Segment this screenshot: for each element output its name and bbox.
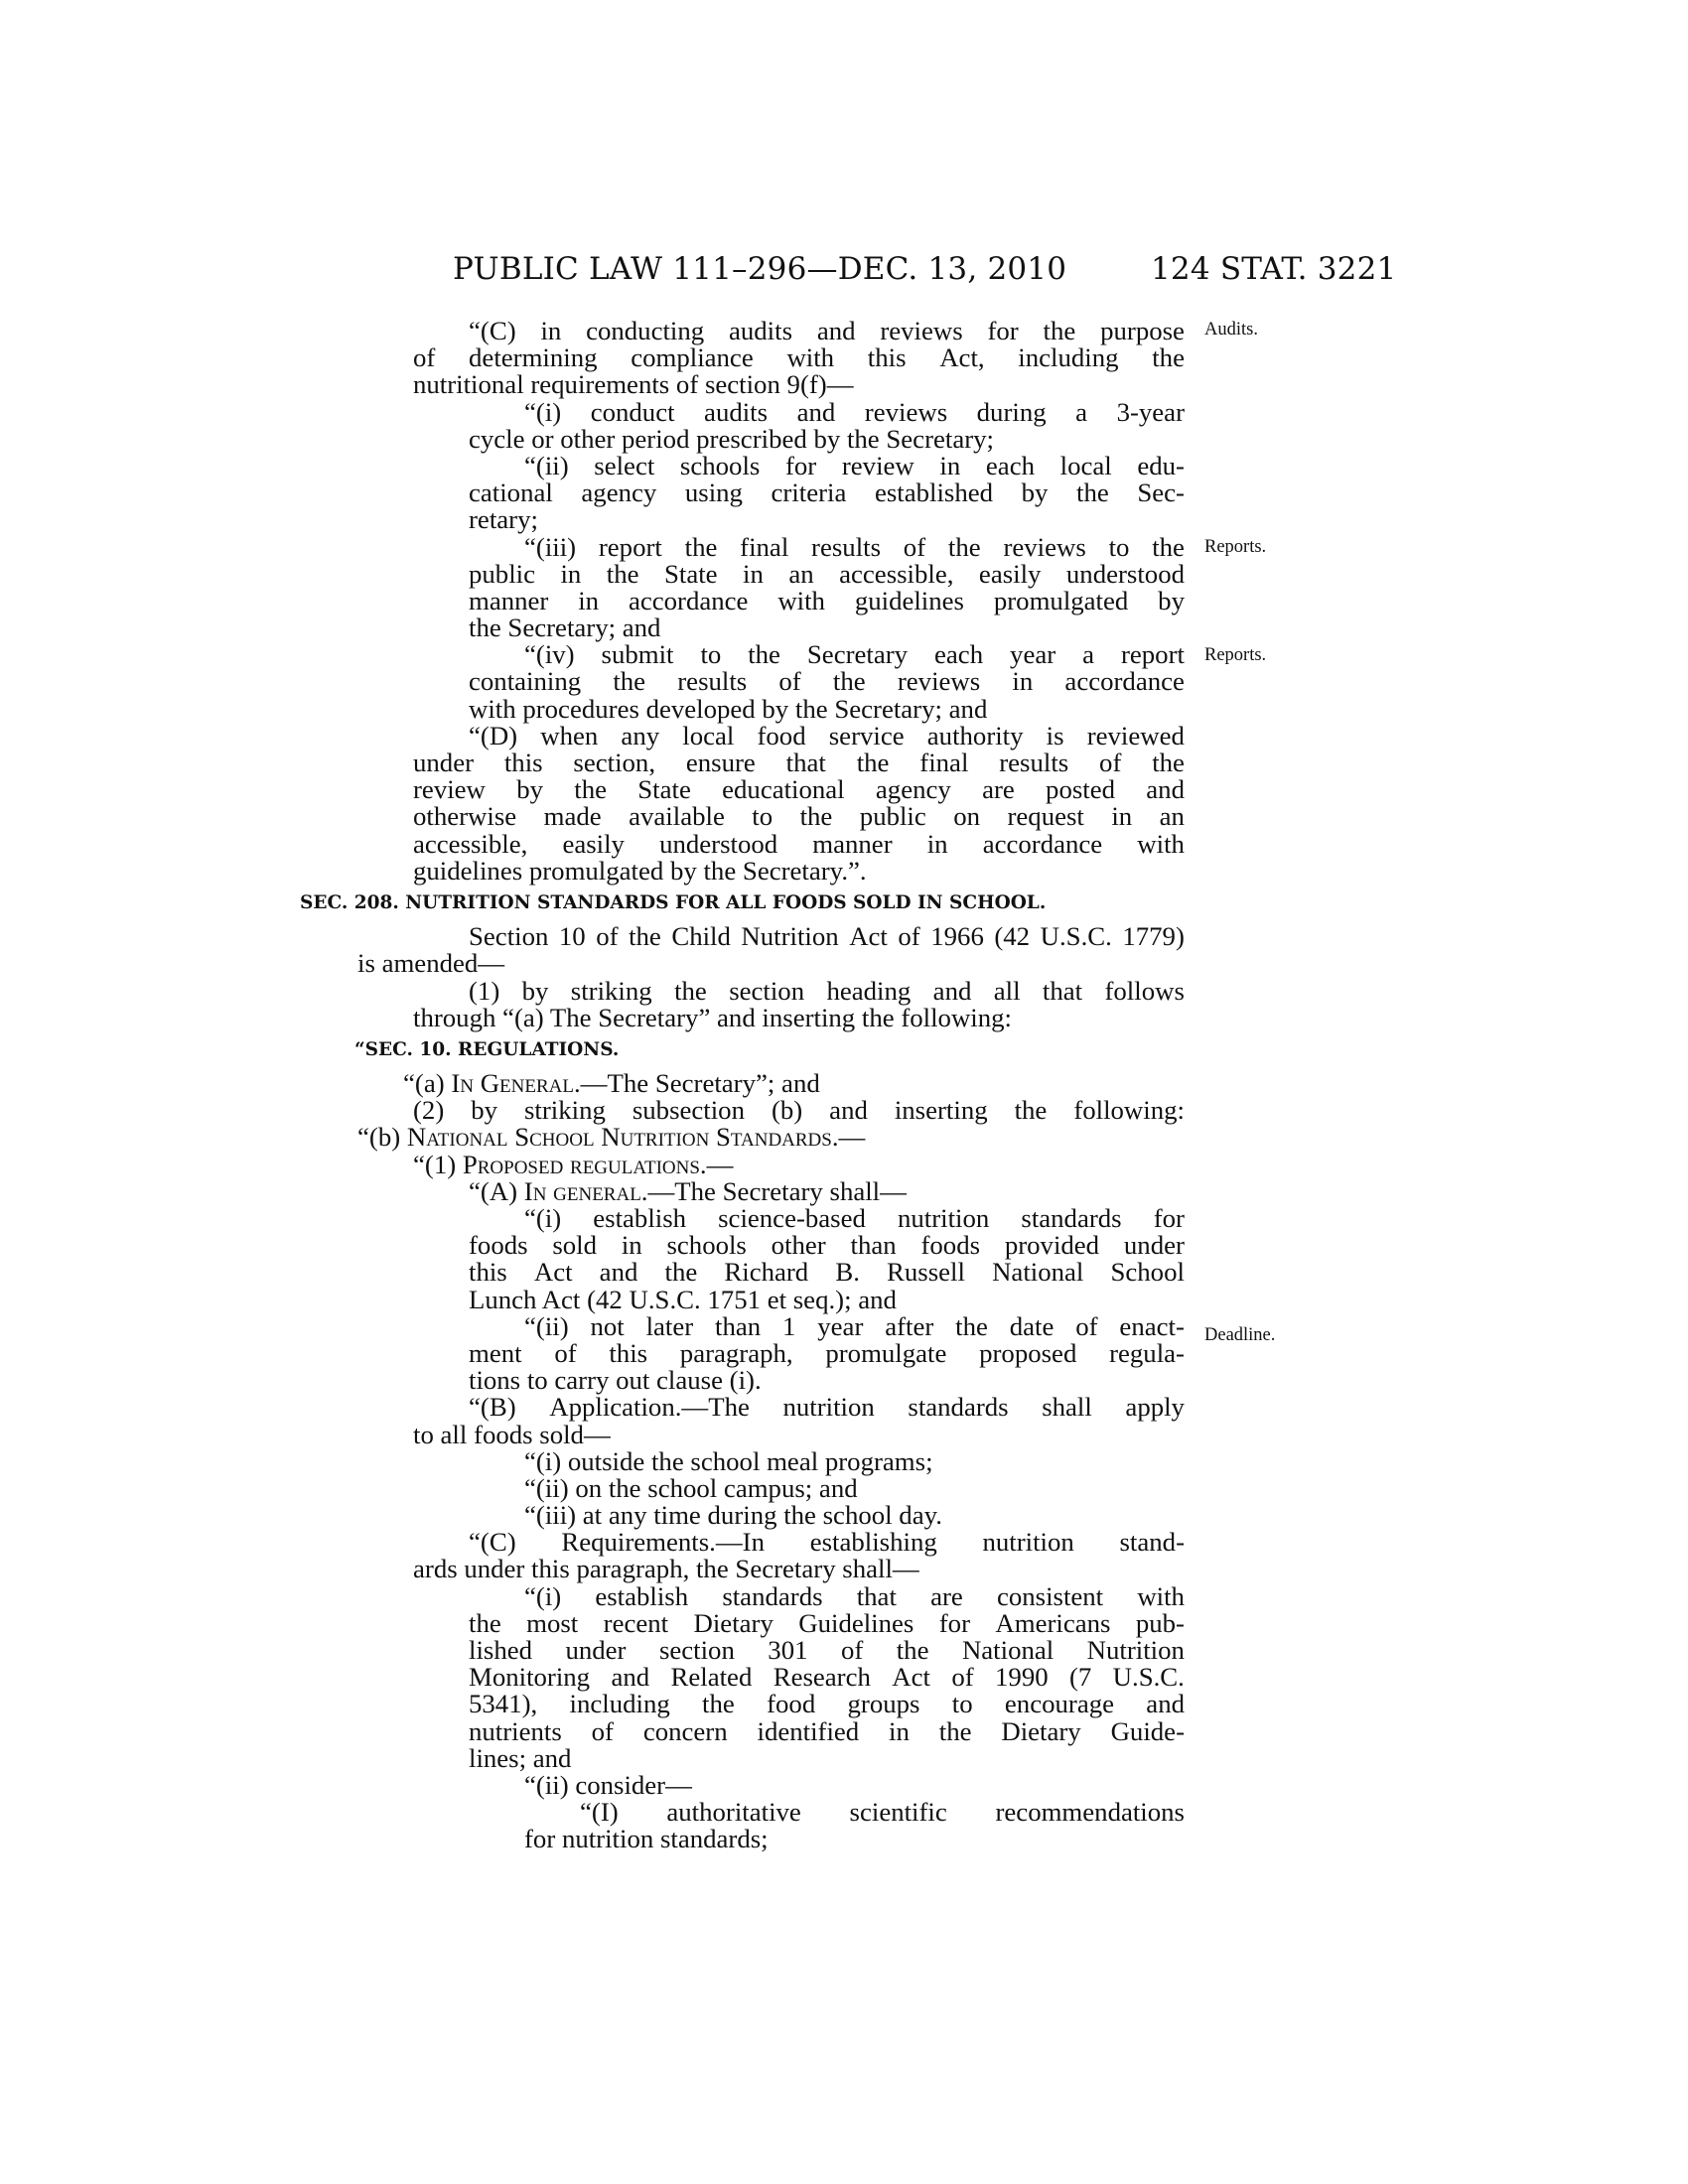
text-line: this Act and the Richard B. Russell National School [469,1257,1185,1288]
section-heading: SEC. 208. NUTRITION STANDARDS FOR ALL FOODS SOLD IN SCHOOL. [300,891,1047,913]
margin-note-reports: Reports. [1204,537,1267,557]
text-line: “(b) National School Nutrition Standards.— [357,1122,866,1153]
text-line: 5341), including the food groups to encourage and [469,1689,1185,1719]
text-line: for nutrition standards; [524,1824,769,1854]
text-line: foods sold in schools other than foods provided under [469,1230,1185,1261]
text-line: review by the State educational agency are posted and [413,774,1185,805]
body-text [300,316,1185,1854]
text-line: the Secretary; and [469,613,661,643]
text-line: Section 10 of the Child Nutrition Act of 1966 (42 U.S.C. 1779) [469,921,1185,952]
text-line: “(i) conduct audits and reviews during a 3-year [524,396,1185,427]
text-line: cational agency using criteria established by the Sec- [469,478,1185,508]
margin-note-reports: Reports. [1204,645,1267,665]
text-line: “(i) establish science-based nutrition standards for [524,1203,1185,1233]
text-line: “(iv) submit to the Secretary each year a report [524,639,1185,670]
running-header-right: 124 STAT. 3221 [1151,251,1397,287]
text-line: of determining compliance with this Act, including the [413,342,1185,373]
text-line: “(C) Requirements.—In establishing nutrition stand- [469,1527,1185,1558]
text-line: accessible, easily understood manner in accordance with [413,828,1185,859]
text-line: “(iii) at any time during the school day. [524,1500,942,1531]
text-line: “(a) In General.—The Secretary”; and [403,1068,820,1099]
text-line: with procedures developed by the Secretary; and [469,693,988,724]
text-line: (1) by striking the section heading and all that follows [469,975,1185,1006]
text-line: “(ii) not later than 1 year after the date of enact- [524,1310,1185,1341]
text-line: through “(a) The Secretary” and inserting the following: [413,1002,1012,1032]
text-line: Lunch Act (42 U.S.C. 1751 et seq.); and [469,1284,897,1314]
text-line: public in the State in an accessible, easily understood [469,558,1185,589]
running-header-left: PUBLIC LAW 111–296—DEC. 13, 2010 [453,251,1067,287]
text-line: nutrients of concern identified in the Dietary Guide- [469,1715,1185,1746]
text-line: containing the results of the reviews in accordance [469,666,1185,697]
text-line: “(iii) report the final results of the reviews to the [524,531,1185,562]
text-line: the most recent Dietary Guidelines for Americans pub- [469,1607,1185,1638]
text-line: “(ii) on the school campus; and [524,1472,858,1503]
text-line: lines; and [469,1742,572,1773]
margin-note-audits: Audits. [1204,320,1258,340]
section-heading: “SEC. 10. REGULATIONS. [354,1038,620,1060]
text-line: “(i) establish standards that are consistent with [524,1580,1185,1611]
margin-note-deadline: Deadline. [1204,1325,1276,1345]
text-line: “(ii) select schools for review in each local edu- [524,450,1185,480]
text-line: is amended— [357,948,505,979]
text-line: retary; [469,504,538,535]
text-line: “(C) in conducting audits and reviews for the purpose [469,316,1185,345]
text-line: “(I) authoritative scientific recommendations [580,1797,1185,1828]
text-line: lished under section 301 of the National Nutrition [469,1635,1185,1665]
text-line: ards under this paragraph, the Secretary shall— [413,1554,919,1584]
text-line: otherwise made available to the public on request in an [413,801,1185,832]
text-line: cycle or other period prescribed by the Secretary; [469,423,995,454]
text-line: (2) by striking subsection (b) and inserting the following: [413,1095,1185,1126]
text-line: ment of this paragraph, promulgate proposed regula- [469,1337,1185,1368]
text-line: “(B) Application.—The nutrition standards shall apply [469,1392,1185,1423]
text-line: “(D) when any local food service authority is reviewed [469,720,1185,751]
text-line: guidelines promulgated by the Secretary.”. [413,855,867,886]
text-line: “(A) In general.—The Secretary shall— [469,1175,907,1206]
text-line: manner in accordance with guidelines promulgated by [469,585,1185,615]
text-line: tions to carry out clause (i). [469,1365,762,1396]
text-line: “(ii) consider— [524,1769,692,1800]
text-line: Monitoring and Related Research Act of 1990 (7 U.S.C. [469,1662,1185,1693]
text-line: under this section, ensure that the final results of the [413,748,1185,777]
text-line: to all foods sold— [413,1419,611,1449]
text-line: “(1) Proposed regulations.— [413,1149,734,1179]
text-line: “(i) outside the school meal programs; [524,1445,933,1476]
text-line: nutritional requirements of section 9(f)— [413,369,854,400]
